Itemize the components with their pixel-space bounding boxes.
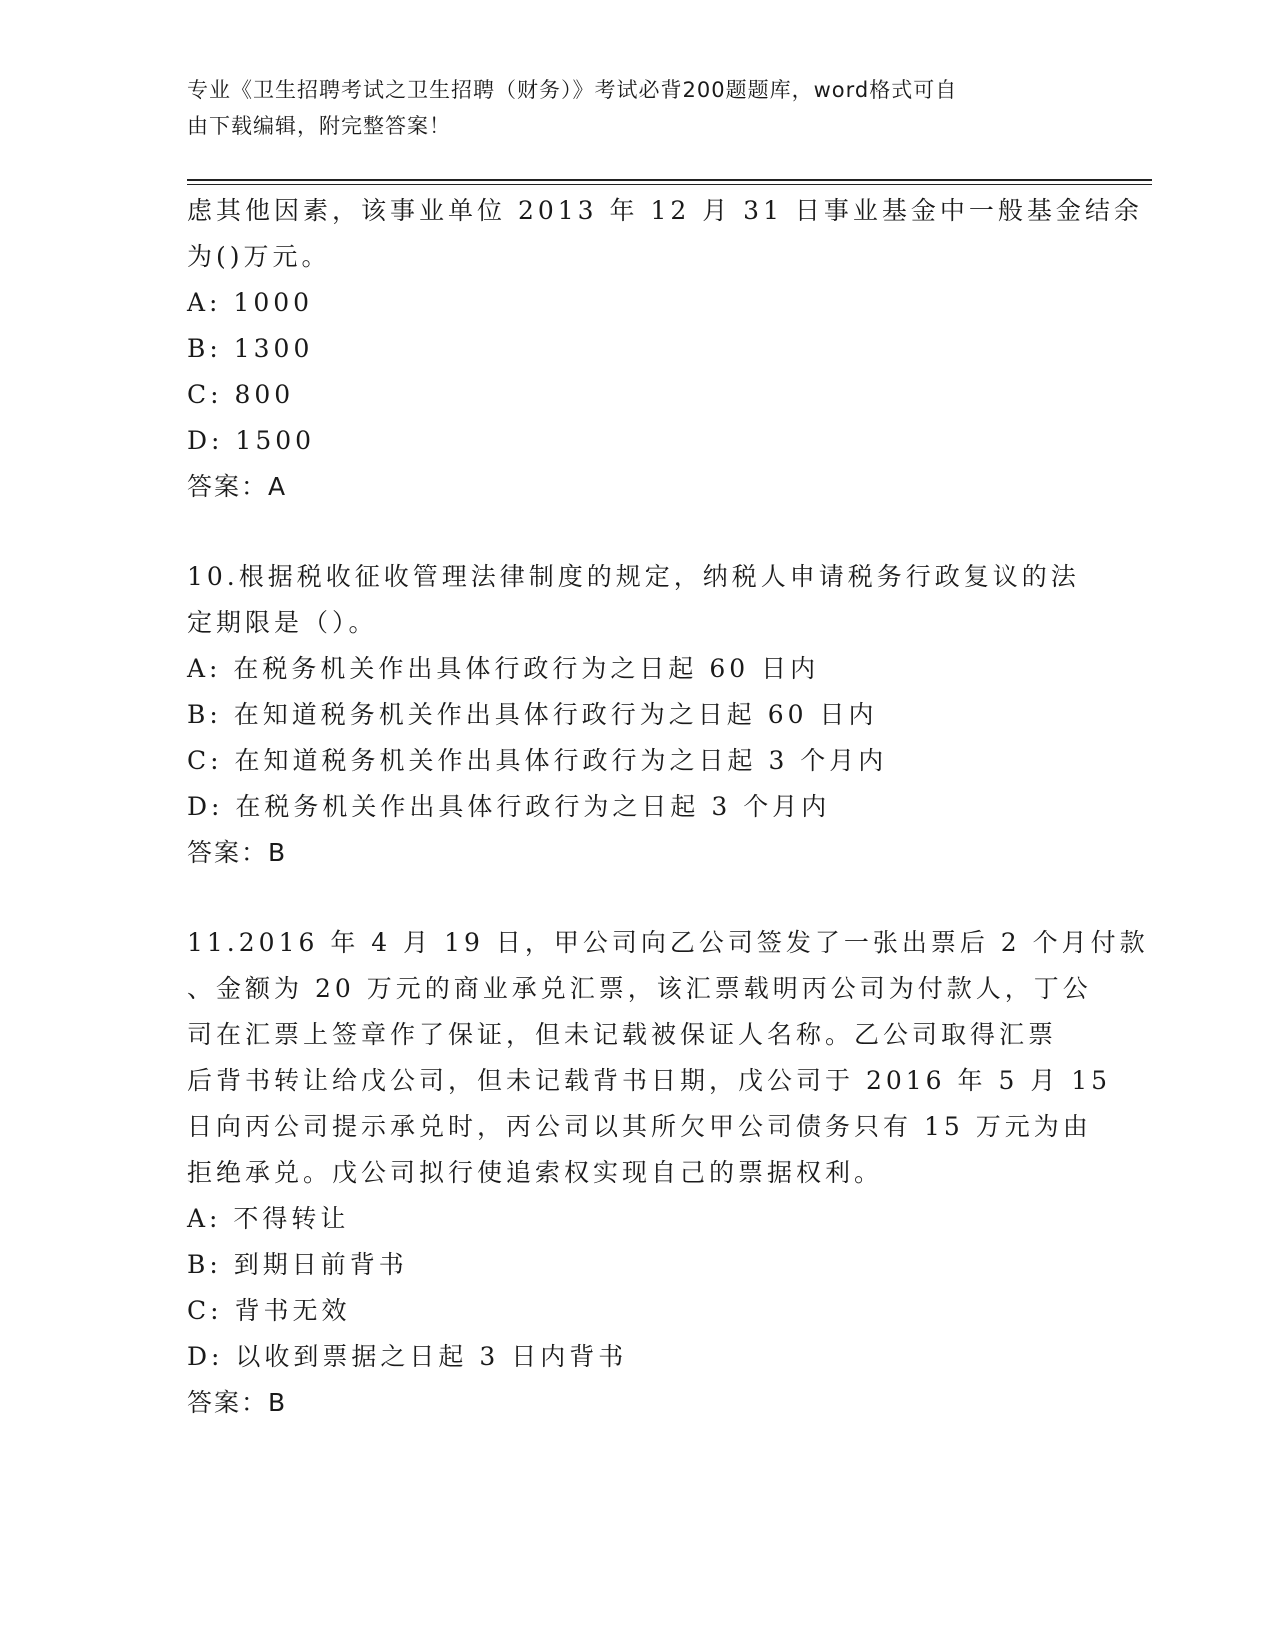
- option-c: C: 背书无效: [187, 1296, 351, 1325]
- option-b: B: 到期日前背书: [187, 1250, 408, 1279]
- document-header: [187, 72, 1067, 144]
- question-stem-line: 10.根据税收征收管理法律制度的规定，纳税人申请税务行政复议的法: [187, 562, 1080, 591]
- header-divider-thin: [187, 184, 1152, 185]
- answer-line: 答案：A: [187, 472, 288, 501]
- option-d: D: 在税务机关作出具体行政行为之日起 3 个月内: [187, 792, 831, 821]
- option-c: C: 800: [187, 380, 295, 409]
- option-a: A: 不得转让: [187, 1204, 350, 1233]
- question-stem-line: 为()万元。: [187, 242, 331, 271]
- answer-line: 答案：B: [187, 838, 288, 867]
- question-11: [187, 920, 1149, 1426]
- option-d: D: 以收到票据之日起 3 日内背书: [187, 1342, 628, 1371]
- option-c: C: 在知道税务机关作出具体行政行为之日起 3 个月内: [187, 746, 888, 775]
- option-a: A: 1000: [187, 288, 314, 317]
- question-stem-line: 11.2016 年 4 月 19 日，甲公司向乙公司签发了一张出票后 2 个月付款: [187, 928, 1149, 957]
- option-b: B: 在知道税务机关作出具体行政行为之日起 60 日内: [187, 700, 878, 729]
- question-stem-line: 司在汇票上签章作了保证，但未记载被保证人名称。乙公司取得汇票: [187, 1020, 1058, 1049]
- question-stem-line: 日向丙公司提示承兑时，丙公司以其所欠甲公司债务只有 15 万元为由: [187, 1112, 1092, 1141]
- answer-line: 答案：B: [187, 1388, 288, 1417]
- document-body: [187, 188, 1149, 1426]
- header-line-2: 由下载编辑，附完整答案！: [187, 114, 451, 138]
- option-d: D: 1500: [187, 426, 316, 455]
- question-stem-line: 虑其他因素，该事业单位 2013 年 12 月 31 日事业基金中一般基金结余: [187, 196, 1143, 225]
- question-9: [187, 188, 1143, 510]
- header-divider-thick: [187, 179, 1152, 181]
- question-stem-line: 、金额为 20 万元的商业承兑汇票，该汇票载明丙公司为付款人，丁公: [187, 974, 1092, 1003]
- question-10: [187, 554, 1080, 876]
- question-spacer: [187, 876, 1077, 920]
- question-spacer: [187, 510, 1077, 554]
- header-line-1: 专业《卫生招聘考试之卫生招聘（财务）》考试必背200题题库，word格式可自: [187, 78, 958, 102]
- option-a: A: 在税务机关作出具体行政行为之日起 60 日内: [187, 654, 820, 683]
- question-stem-line: 定期限是（）。: [187, 608, 378, 637]
- question-stem-line: 拒绝承兑。戊公司拟行使追索权实现自己的票据权利。: [187, 1158, 884, 1187]
- question-stem-line: 后背书转让给戊公司，但未记载背书日期，戊公司于 2016 年 5 月 15: [187, 1066, 1112, 1095]
- option-b: B: 1300: [187, 334, 314, 363]
